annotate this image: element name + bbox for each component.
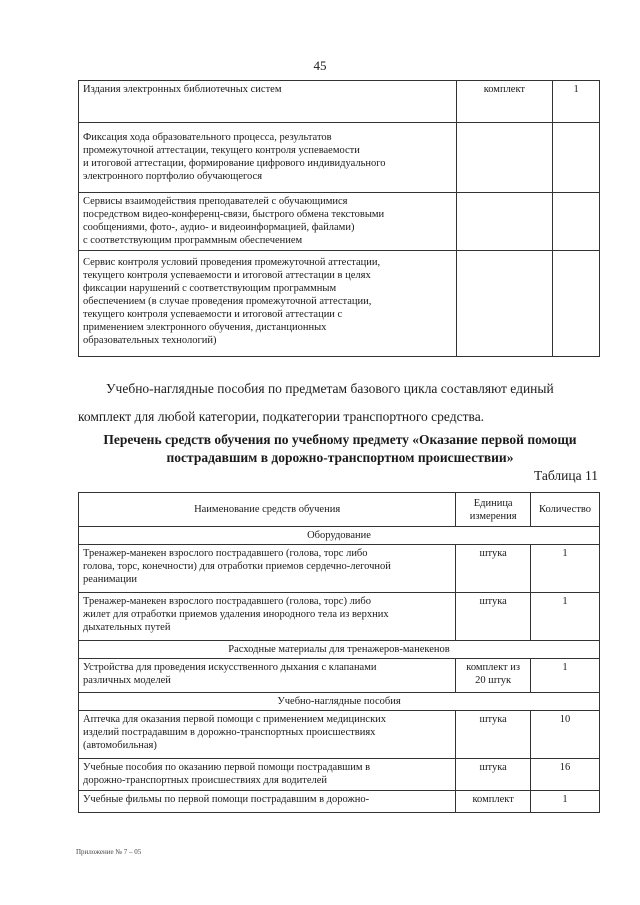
row-qty: 16 [531,759,600,791]
header-unit: Единица измерения [456,493,531,527]
row-unit: комплект [456,791,531,813]
section-row [79,641,600,659]
row-name: Тренажер-манекен взрослого пострадавшего (голова, торс либо голова, торс, конечности) для отработки приемов сердечно-легочной реанимации [79,545,456,593]
row-name: Аптечка для оказания первой помощи с применением медицинских изделий пострадавшим в дорожно-транспортных происшествиях (автомобильная) [79,711,456,759]
table-number: Таблица 11 [534,468,598,483]
section-title: Учебно-наглядные пособия [79,693,600,711]
equipment-table-continued [78,80,600,357]
row-name: Учебные фильмы по первой помощи пострадавшим в дорожно- [79,791,456,813]
first-aid-table [78,492,600,813]
row-qty: 1 [531,545,600,593]
row-name: Сервисы взаимодействия преподавателей с обучающимися посредством видео-конференц-связи, быстрого обмена текстовыми сообщениями, фото-, аудио- и видеоинформацией, файлами) с соответствующим программным обеспечением [79,193,457,251]
row-name: Учебные пособия по оказанию первой помощи пострадавшим в дорожно-транспортных происшествиях для водителей [79,759,456,791]
table-row [79,759,600,791]
table-row [79,593,600,641]
table-row [79,193,600,251]
row-qty: 1 [531,593,600,641]
section-title: Оборудование [79,527,600,545]
row-qty: 10 [531,711,600,759]
section-title: Расходные материалы для тренажеров-манекенов [79,641,600,659]
page-number: 45 [313,58,327,73]
row-unit: комплект из 20 штук [456,659,531,693]
row-unit [456,251,553,357]
table-row [79,659,600,693]
table-row [79,81,600,123]
table-row [79,251,600,357]
row-name: Сервис контроля условий проведения промежуточной аттестации, текущего контроля успеваемости и итоговой аттестации в целях фиксации нарушений с соответствующим программным обеспечением (в случае проведения промежуточной аттестации, текущего контроля успеваемости и итоговой аттестации с применением электронного обучения, дистанционных образовательных технологий) [79,251,457,357]
row-unit: штука [456,759,531,791]
table-row [79,791,600,813]
row-name: Устройства для проведения искусственного дыхания с клапанами различных моделей [79,659,456,693]
row-qty: 1 [553,81,600,123]
header-qty: Количество [531,493,600,527]
row-name: Тренажер-манекен взрослого пострадавшего (голова, торс) либо жилет для отработки приемов удаления инородного тела из верхних дыхательных путей [79,593,456,641]
row-qty [553,193,600,251]
row-unit [456,123,553,193]
header-name: Наименование средств обучения [79,493,456,527]
row-unit: комплект [456,81,553,123]
body-paragraph: Учебно-наглядные пособия по предметам базового цикла составляют единый комплект для любой категории, подкатегории транспортного средства. [78,381,554,424]
table-row [79,123,600,193]
row-qty [553,251,600,357]
table-row [79,545,600,593]
page-footer: Приложение № 7 – 05 [76,848,142,856]
row-unit: штука [456,711,531,759]
row-name: Издания электронных библиотечных систем [79,81,457,123]
section-heading: Перечень средств обучения по учебному предмету «Оказание первой помощи пострадавшим в дорожно-транспортном происшествии» [103,432,577,465]
section-row [79,693,600,711]
row-unit: штука [456,593,531,641]
row-unit [456,193,553,251]
row-unit: штука [456,545,531,593]
row-name: Фиксация хода образовательного процесса, результатов промежуточной аттестации, текущего контроля успеваемости и итоговой аттестации, формирование цифрового индивидуального электронного портфолио обучающегося [79,123,457,193]
table-row [79,711,600,759]
row-qty [553,123,600,193]
row-qty: 1 [531,659,600,693]
section-row [79,527,600,545]
row-qty: 1 [531,791,600,813]
table-header-row [79,493,600,527]
